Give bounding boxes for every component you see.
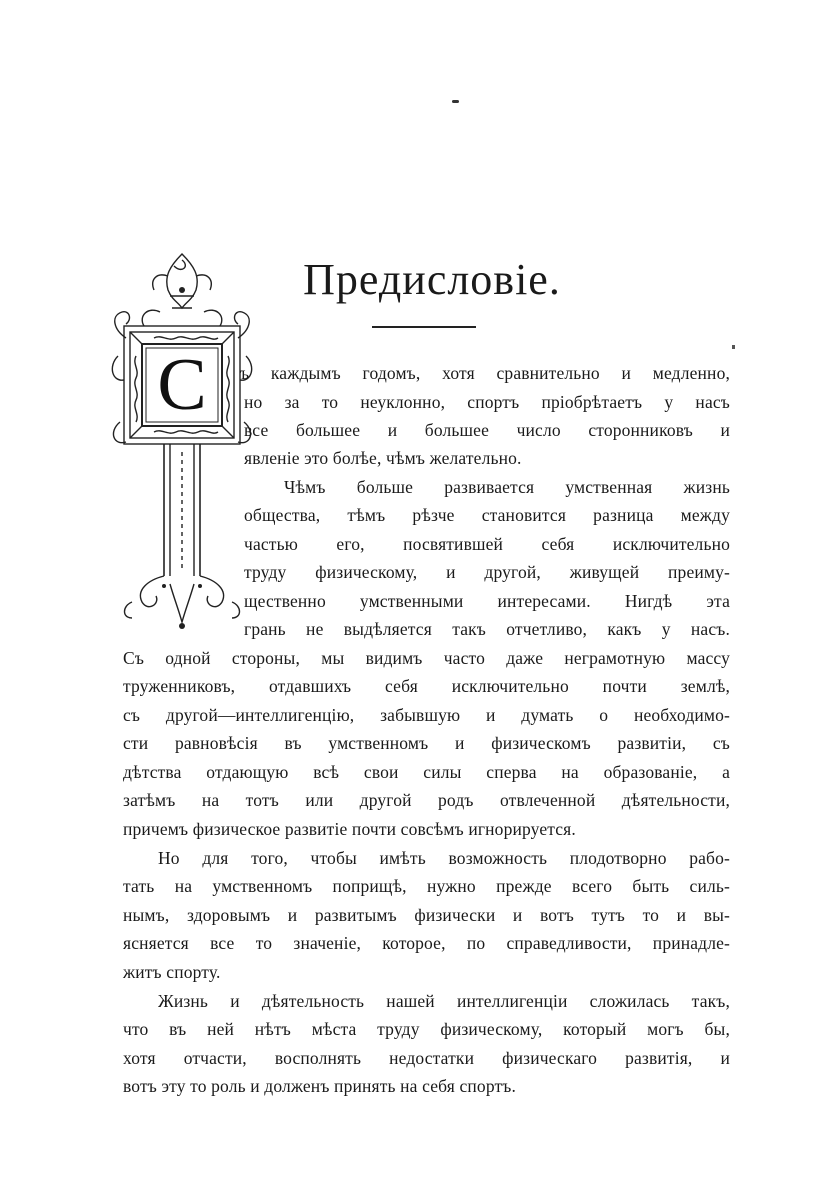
text-line: но за то неуклонно, спортъ пріобрѣтаетъ у насъ	[244, 392, 730, 412]
text-line: сти равновѣсія въ умственномъ и физическомъ развитіи, съ	[123, 733, 730, 753]
text-line: съ другой—интеллигенцію, забывшую и думать о необходимо-	[123, 705, 730, 725]
text-line: общества, тѣмъ рѣзче становится разница между	[244, 505, 730, 525]
ink-speck	[452, 100, 459, 103]
text-line: причемъ физическое развитіе почти совсѣмъ игнорируется.	[123, 819, 576, 839]
text-line: труженниковъ, отдавшихъ себя исключительно почти землѣ,	[123, 676, 730, 696]
text-line: Чѣмъ больше развивается умственная жизнь	[284, 477, 730, 497]
text-line: Съ одной стороны, мы видимъ часто даже неграмотную массу	[123, 648, 730, 668]
ornamental-initial	[108, 246, 256, 636]
text-line: дѣтства отдающую всѣ свои силы сперва на образованіе, а	[123, 762, 730, 782]
text-line: щественно умственными интересами. Нигдѣ эта	[244, 591, 730, 611]
text-line: частью его, посвятившей себя исключительно	[244, 534, 730, 554]
text-line: Но для того, чтобы имѣть возможность плодотворно рабо-	[158, 848, 730, 868]
text-line: житъ спорту.	[123, 962, 221, 982]
page-title: Предисловіе.	[303, 255, 561, 304]
text-line: затѣмъ на тотъ или другой родъ отвлеченной дѣятельности,	[123, 790, 730, 810]
text-line: грань не выдѣляется такъ отчетливо, какъ у насъ.	[244, 619, 730, 639]
text-line: Жизнь и дѣятельность нашей интеллигенціи сложилась такъ,	[158, 991, 730, 1011]
ink-speck	[732, 345, 735, 349]
text-line: хотя отчасти, восполнять недостатки физическаго развитія, и	[123, 1048, 730, 1068]
text-line: нымъ, здоровымъ и развитымъ физически и вотъ тутъ то и вы-	[123, 905, 730, 925]
initial-letter: С	[157, 344, 207, 426]
text-line: ясняется все то значеніе, которое, по справедливости, принадле-	[123, 933, 730, 953]
text-line: вотъ эту то роль и долженъ принять на себя спортъ.	[123, 1076, 517, 1096]
text-line: ъ каждымъ годомъ, хотя сравнительно и медленно,	[240, 363, 730, 383]
text-line: тать на умственномъ поприщѣ, нужно прежде всего быть силь-	[123, 876, 730, 896]
text-line: все большее и большее число сторонниковъ и	[244, 420, 730, 440]
text-line: труду физическому, и другой, живущей преиму-	[244, 562, 730, 582]
text-line: что въ ней нѣтъ мѣста труду физическому, который могъ бы,	[123, 1019, 730, 1039]
text-line: явленіе это болѣе, чѣмъ желательно.	[244, 448, 522, 468]
title-rule	[372, 326, 476, 328]
